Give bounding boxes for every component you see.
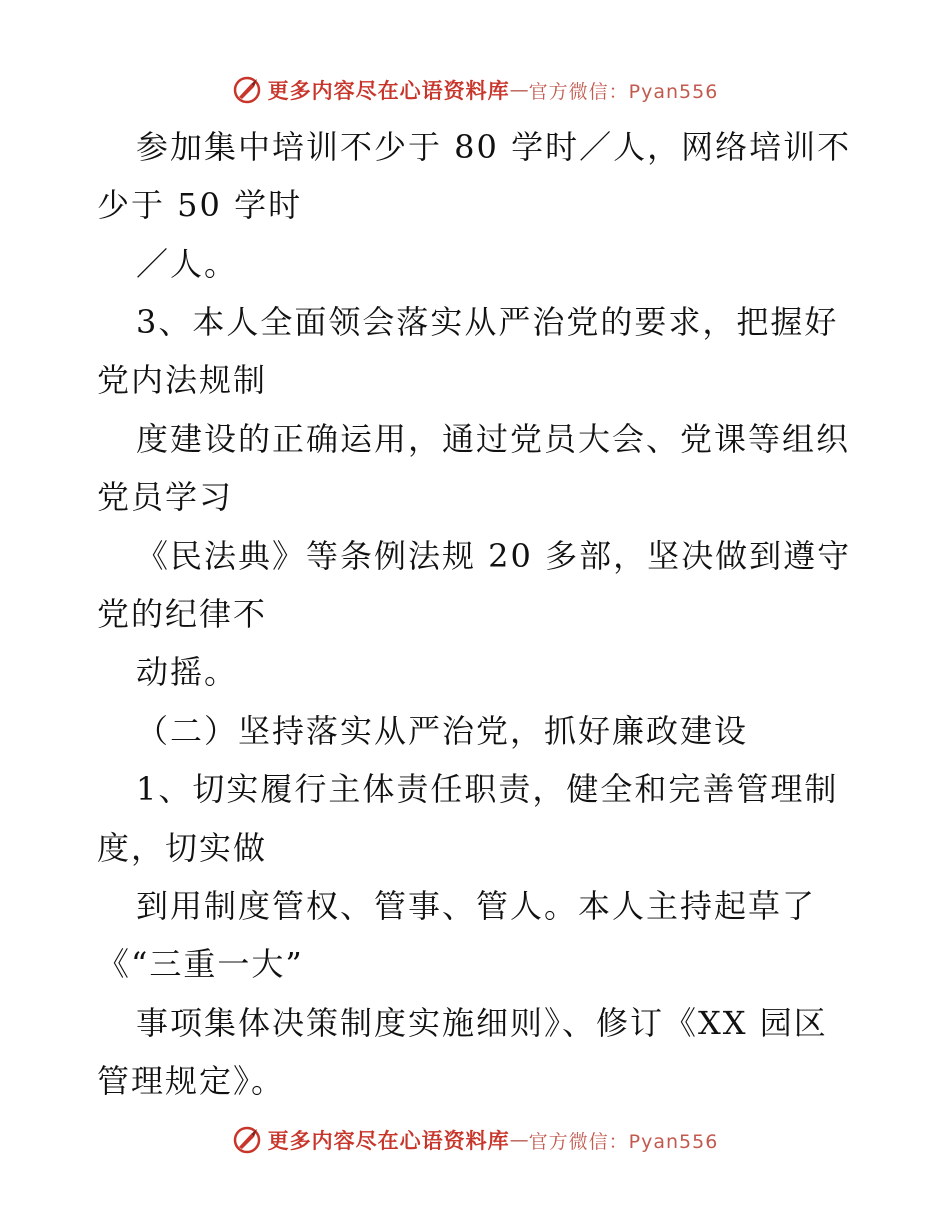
watermark-banner-top (0, 70, 950, 110)
watermark-text: 更多内容尽在心语资料库 (267, 79, 510, 103)
watermark-text: 更多内容尽在心语资料库 (267, 1129, 510, 1153)
watermark-separator: — (509, 1129, 529, 1151)
watermark-banner-bottom (0, 1120, 950, 1160)
body-line: ／人。 (136, 245, 239, 283)
body-line: 动摇。 (136, 653, 239, 691)
body-line: 管理规定》。 (97, 1062, 286, 1100)
watermark-wechat: 官方微信：Pyan556 (528, 80, 719, 103)
watermark-wechat: 官方微信：Pyan556 (528, 1130, 719, 1153)
body-line: 到用制度管权、管事、管人。本人主持起草了 (136, 887, 817, 925)
body-line: 《“三重一大” (97, 945, 304, 983)
body-line: 度，切实做 (97, 829, 268, 867)
section-heading: （二）坚持落实从严治党，抓好廉政建设 (136, 712, 749, 750)
body-line: 参加集中培训不少于 80 学时／人，网络培训不 (136, 128, 852, 166)
quill-seal-icon (232, 75, 262, 105)
body-line: 党内法规制 (97, 361, 268, 399)
body-line: 党员学习 (97, 478, 234, 516)
body-line: 3、本人全面领会落实从严治党的要求，把握好 (136, 303, 839, 341)
quill-seal-icon (232, 1125, 262, 1155)
watermark-separator: — (509, 79, 529, 101)
body-line: 度建设的正确运用，通过党员大会、党课等组织 (136, 420, 851, 458)
body-line: 少于 50 学时 (97, 186, 303, 224)
body-line: 党的纪律不 (97, 595, 268, 633)
body-line: 1、切实履行主体责任职责，健全和完善管理制 (136, 770, 839, 808)
body-line: 事项集体决策制度实施细则》、修订《XX 园区 (136, 1004, 828, 1042)
body-line: 《民法典》等条例法规 20 多部，坚决做到遵守 (136, 537, 852, 575)
